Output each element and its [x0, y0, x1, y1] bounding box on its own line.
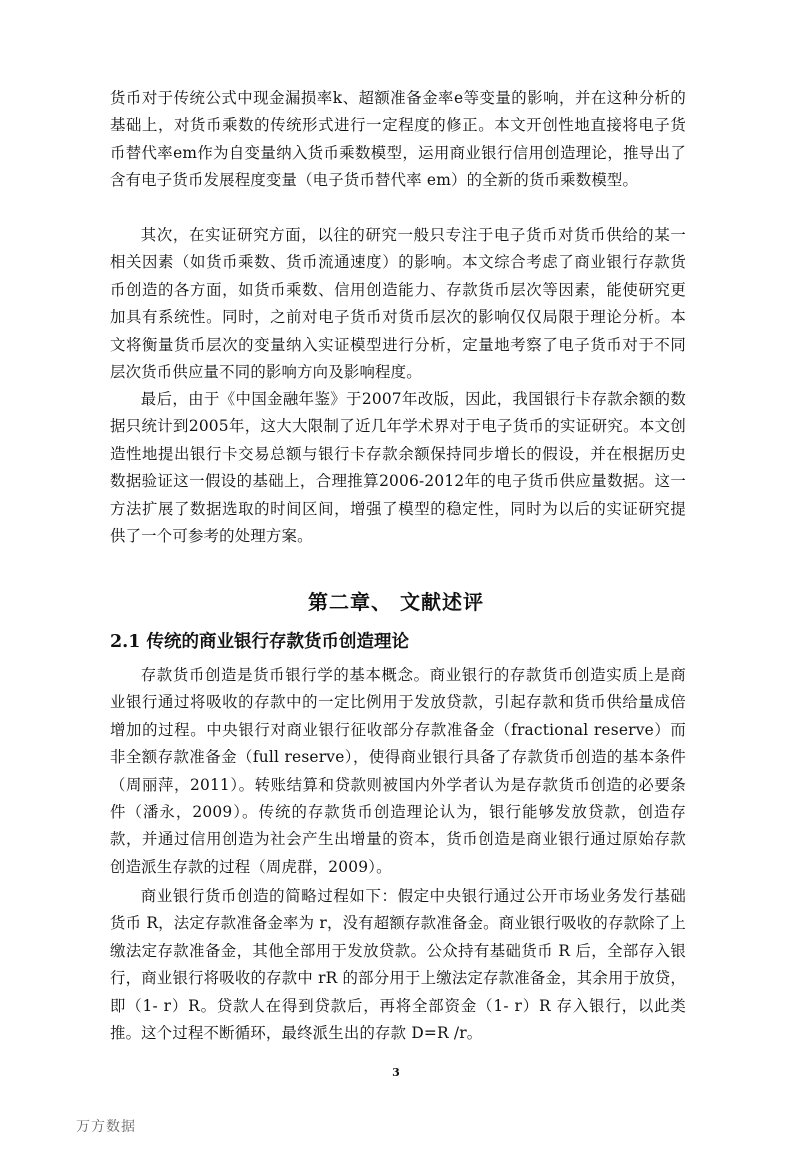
watermark: 万方数据 — [76, 1119, 136, 1135]
paragraph-deposit-creation: 存款货币创造是货币银行学的基本概念。商业银行的存款货币创造实质上是商业银行通过将吸收的存款中的一定比例用于发放贷款，引起存款和货币供给量成倍增加的过程。中央银行对商业银行征收部分存款准备金（fractional reserve）而非全额存款准备金（full reserve），使得商业银行具备了存款货币创造的基本条件（周丽萍，2011）。转账结算和贷款则被国内外学者认为是存款货币创造的必要条件（潘永，2009）。传统的存款货币创造理论认为，银行能够发放贷款，创造存款，并通过信用创造为社会产生出增量的资本，货币创造是商业银行通过原始存款创造派生存款的过程（周虎群，2009）。 — [110, 666, 686, 876]
paragraph-innovation-empirical: 其次，在实证研究方面，以往的研究一般只专注于电子货币对货币供给的某一相关因素（如货币乘数、货币流通速度）的影响。本文综合考虑了商业银行存款货币创造的各方面，如货币乘数、信用创造能力、存款货币层次等因素，能使研究更加具有系统性。同时，之前对电子货币对货币层次的影响仅仅局限于理论分析。本文将衡量货币层次的变量纳入实证模型进行分析，定量地考察了电子货币对于不同层次货币供应量不同的影响方向及影响程度。 — [110, 226, 686, 382]
paragraph-innovation-theory: 货币对于传统公式中现金漏损率k、超额准备金率e等变量的影响，并在这种分析的基础上，对货币乘数的传统形式进行一定程度的修正。本文开创性地直接将电子货币替代率em作为自变量纳入货币乘数模型，运用商业银行信用创造理论，推导出了含有电子货币发展程度变量（电子货币替代率 em）的全新的货币乘数模型。 — [110, 89, 686, 190]
page-number: 3 — [392, 1066, 400, 1079]
section-title: 2.1 传统的商业银行存款货币创造理论 — [110, 632, 410, 652]
paragraph-innovation-data: 最后，由于《中国金融年鉴》于2007年改版，因此，我国银行卡存款余额的数据只统计到2005年，这大大限制了近几年学术界对于电子货币的实证研究。本文创造性地提出银行卡交易总额与银行卡存款余额保持同步增长的假设，并在根据历史数据验证这一假设的基础上，合理推算2006-2012年的电子货币供应量数据。这一方法扩展了数据选取的时间区间，增强了模型的稳定性，同时为以后的实证研究提供了一个可参考的处理方案。 — [110, 390, 686, 546]
chapter-title: 第二章、 文献述评 — [308, 590, 484, 614]
paragraph-creation-process: 商业银行货币创造的简略过程如下：假定中央银行通过公开市场业务发行基础货币 R，法定存款准备金率为 r，没有超额存款准备金。商业银行吸收的存款除了上缴法定存款准备金，其他全部用于发放贷款。公众持有基础货币 R 后，全部存入银行，商业银行将吸收的存款中 rR 的部分用于上缴法定存款准备金，其余用于放贷，即（1- r）R。贷款人在得到贷款后，再将全部资金（1- r）R 存入银行，以此类推。这个过程不断循环，最终派生出的存款 D=R /r。 — [110, 887, 686, 1043]
